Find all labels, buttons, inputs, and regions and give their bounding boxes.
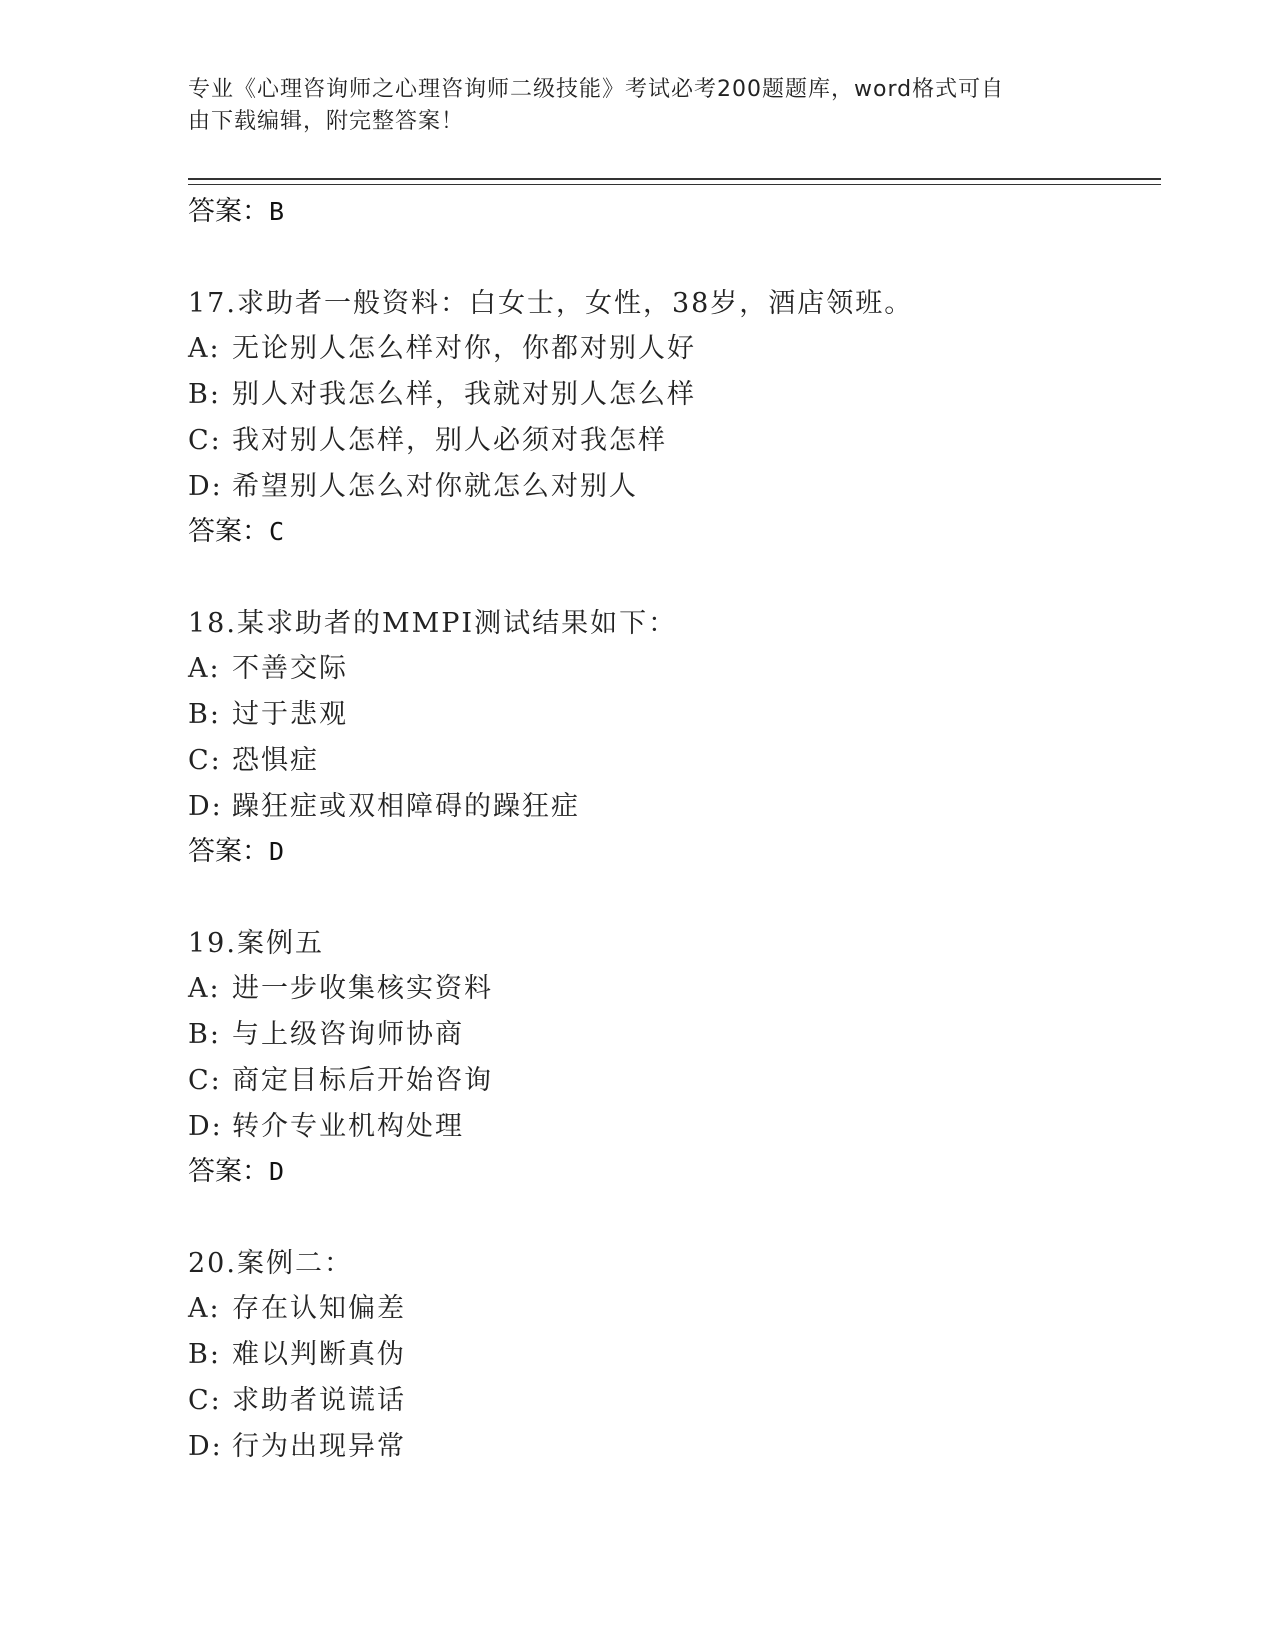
option-text: 与上级咨询师协商 [232,1019,464,1050]
question-title: 18.某求助者的MMPI测试结果如下： [188,608,678,639]
answer-value: D [269,1157,285,1186]
question-title: 19.案例五 [188,928,324,959]
answer-label: 答案： [188,836,269,867]
option-text: 过于悲观 [232,699,348,730]
option-letter: D: [188,1111,223,1142]
option-text: 行为出现异常 [232,1431,406,1462]
spacer [188,234,1148,282]
option-letter: D: [188,791,223,822]
option-text: 希望别人怎么对你就怎么对别人 [232,471,638,502]
option-a [188,966,1148,1012]
option-b [188,1332,1148,1378]
option-b [188,372,1148,418]
answer-label: 答案： [188,516,269,547]
option-c [188,738,1148,784]
spacer [188,1194,1148,1242]
option-text: 求助者说谎话 [232,1385,406,1416]
option-text: 商定目标后开始咨询 [232,1065,493,1096]
answer-label: 答案： [188,196,269,227]
option-letter: A: [188,653,221,684]
header-rule-thin [188,184,1161,185]
option-text: 存在认知偏差 [232,1293,406,1324]
option-letter: C: [188,745,222,776]
option-text: 恐惧症 [232,745,319,776]
option-text: 不善交际 [232,653,348,684]
spacer [188,874,1148,922]
option-a [188,1286,1148,1332]
option-letter: A: [188,973,221,1004]
spacer [188,554,1148,602]
answer-line [188,510,1148,554]
question-title: 17.求助者一般资料：白女士，女性，38岁，酒店领班。 [188,288,914,319]
option-letter: B: [188,379,221,410]
header-line-2: 由下载编辑，附完整答案！ [188,109,465,134]
answer-line [188,1150,1148,1194]
question-block-17 [188,282,1148,554]
option-letter: A: [188,1293,221,1324]
answer-line-16 [188,190,1148,234]
document-body [188,190,1148,1470]
option-text: 别人对我怎么样，我就对别人怎么样 [232,379,696,410]
option-letter: B: [188,1339,221,1370]
header-rule-thick [188,178,1161,180]
option-letter: B: [188,1019,221,1050]
answer-value: D [269,837,285,866]
option-letter: D: [188,1431,223,1462]
answer-label: 答案： [188,1156,269,1187]
option-b [188,692,1148,738]
answer-value: C [269,517,285,546]
header-line-1: 专业《心理咨询师之心理咨询师二级技能》考试必考200题题库，word格式可自 [188,77,1005,102]
option-letter: C: [188,425,222,456]
option-letter: C: [188,1385,222,1416]
option-b [188,1012,1148,1058]
option-letter: B: [188,699,221,730]
option-d [188,784,1148,830]
option-letter: A: [188,333,221,364]
answer-value: B [269,197,285,226]
question-block-20 [188,1242,1148,1470]
option-text: 进一步收集核实资料 [232,973,493,1004]
option-a [188,326,1148,372]
option-text: 无论别人怎么样对你，你都对别人好 [232,333,696,364]
question-block-19 [188,922,1148,1194]
option-text: 躁狂症或双相障碍的躁狂症 [232,791,580,822]
question-title: 20.案例二： [188,1248,353,1279]
option-d [188,1104,1148,1150]
option-letter: D: [188,471,223,502]
option-d [188,1424,1148,1470]
option-letter: C: [188,1065,222,1096]
option-text: 转介专业机构处理 [232,1111,464,1142]
option-text: 难以判断真伪 [232,1339,406,1370]
answer-line [188,830,1148,874]
option-c [188,1378,1148,1424]
option-d [188,464,1148,510]
option-a [188,646,1148,692]
option-c [188,1058,1148,1104]
option-text: 我对别人怎样，别人必须对我怎样 [232,425,667,456]
question-block-18 [188,602,1148,874]
option-c [188,418,1148,464]
document-header [188,74,1068,138]
